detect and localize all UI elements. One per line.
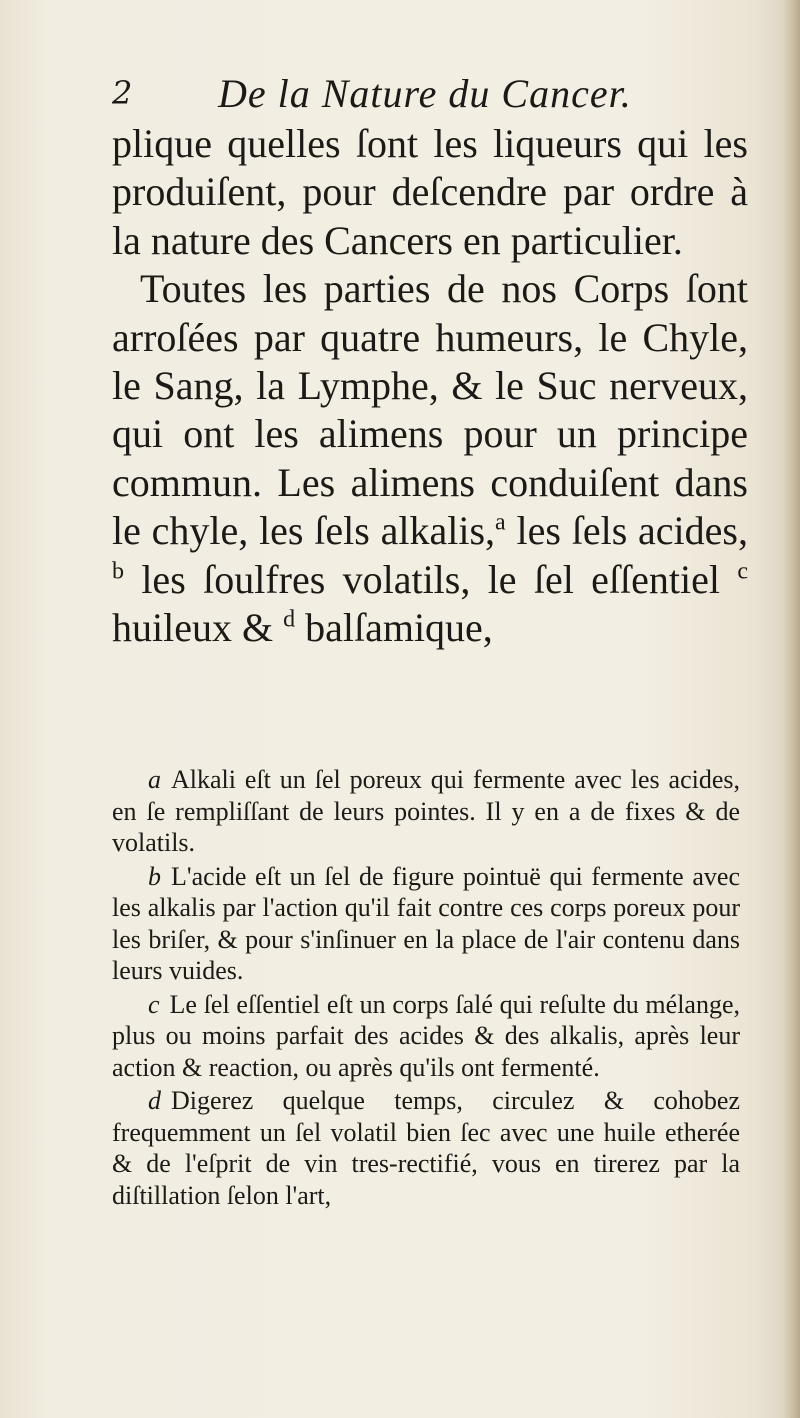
paragraph-text: balſamique, — [295, 605, 493, 651]
page-header — [112, 70, 752, 124]
footnote-mark: d — [148, 1086, 161, 1115]
footnote-ref-d: d — [283, 606, 296, 633]
page-number: 2 — [112, 74, 133, 112]
footnote-ref-a: a — [495, 509, 506, 536]
footnote-d — [112, 1085, 740, 1211]
main-text — [112, 120, 748, 652]
footnote-c — [112, 989, 740, 1084]
paragraph-text: les ſoulfres volatils, le ſel eſſentiel — [124, 556, 738, 602]
paragraph-text: Toutes les parties de nos Corps ſont arroſées par quatre humeurs, le Chyle, le Sang, la Lymphe, & le Suc nerveux, qui ont les alimens pour un principe commun. Les alimens conduiſent dans le chyle, les ſels alkalis, — [112, 266, 748, 554]
paragraph-continuation: plique quelles ſont les liqueurs qui les produiſent, pour deſcendre par ordre à la nature des Cancers en particulier. — [112, 121, 748, 263]
footnote-text: Alkali eſt un ſel poreux qui fermente avec les acides, en ſe rempliſſant de leurs pointes. Il y en a de fixes & de volatils. — [112, 765, 740, 857]
page-gutter-shadow — [782, 0, 800, 1418]
footnote-mark: b — [148, 861, 161, 891]
footnote-text: Digerez quelque temps, circulez & cohobez frequemment un ſel volatil bien ſec avec une huile etherée & de l'eſprit de vin tres-rectifié, vous en tirerez par la diſtillation ſelon l'art, — [112, 1086, 740, 1210]
footnote-text: L'acide eſt un ſel de figure pointuë qui fermente avec les alkalis par l'action qu'il fait contre ces corps poreux pour les briſer, & pour s'inſinuer en la place de l'air contenu dans leurs vuides. — [112, 861, 740, 985]
footnote-b — [112, 861, 740, 987]
running-title: De la Nature du Cancer. — [218, 71, 632, 116]
paragraph-text: les ſels acides, — [505, 508, 748, 554]
footnote-ref-c: c — [737, 558, 748, 585]
footnote-ref-b: b — [112, 558, 124, 585]
footnote-text: Le ſel eſſentiel eſt un corps ſalé qui reſulte du mélange, plus ou moins parfait des acides & des alkalis, après leur action & reaction, ou après qu'ils ont fermenté. — [112, 989, 740, 1082]
footnotes — [112, 764, 740, 1213]
paragraph-humours — [112, 265, 748, 652]
footnote-mark: a — [148, 765, 161, 794]
footnote-a — [112, 764, 740, 859]
footnote-mark: c — [148, 989, 160, 1019]
paragraph-text: huileux & — [112, 605, 284, 651]
